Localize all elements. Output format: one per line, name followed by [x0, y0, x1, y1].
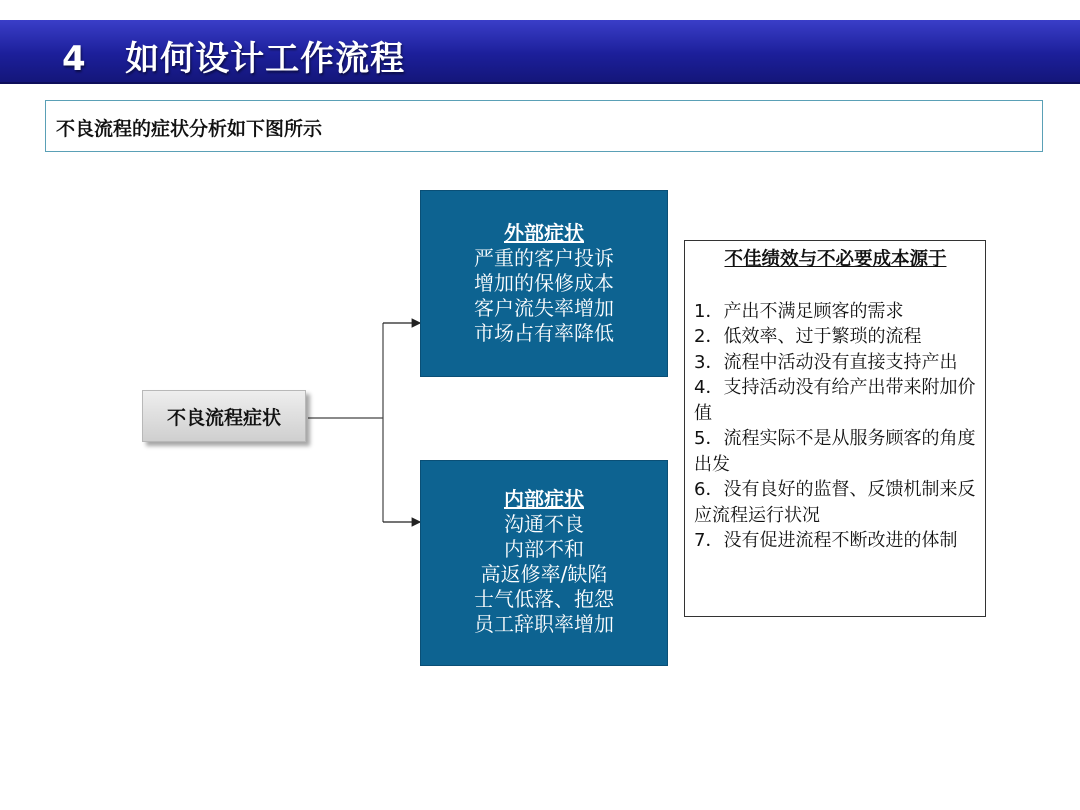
- internal-symptom-item: 内部不和: [504, 537, 584, 561]
- root-node: 不良流程症状: [142, 390, 306, 442]
- internal-symptom-item: 员工辞职率增加: [474, 612, 614, 636]
- cause-item: 2．低效率、过于繁琐的流程: [694, 326, 922, 347]
- cause-item: 6．没有良好的监督、反馈机制来反应流程运行状况: [694, 479, 976, 526]
- section-title: 如何设计工作流程: [125, 39, 406, 79]
- cause-item: 7．没有促进流程不断改进的体制: [694, 530, 958, 551]
- external-symptom-item: 市场占有率降低: [474, 321, 614, 345]
- subtitle-text: 不良流程的症状分析如下图所示: [56, 118, 323, 140]
- cause-item: 3．流程中活动没有直接支持产出: [694, 351, 958, 373]
- cause-item: 5．流程实际不是从服务顾客的角度出发: [694, 428, 976, 475]
- internal-symptoms-title: 内部症状: [504, 487, 584, 511]
- causes-title: 不佳绩效与不必要成本源于: [724, 249, 947, 270]
- internal-symptom-item: 沟通不良: [504, 512, 584, 536]
- external-symptoms-box: [420, 190, 668, 377]
- cause-item: 1．产出不满足顾客的需求: [694, 300, 904, 322]
- external-symptoms-title: 外部症状: [504, 221, 584, 245]
- section-number: 4: [62, 39, 87, 79]
- internal-symptom-item: 士气低落、抱怨: [474, 587, 614, 611]
- external-symptom-item: 客户流失率增加: [474, 296, 614, 320]
- cause-item: 4．支持活动没有给产出带来附加价值: [694, 377, 976, 424]
- external-symptom-item: 增加的保修成本: [474, 271, 614, 295]
- external-symptom-item: 严重的客户投诉: [474, 246, 614, 270]
- causes-box: [684, 240, 986, 617]
- internal-symptoms-box: [420, 460, 668, 666]
- internal-symptom-item: 高返修率/缺陷: [480, 562, 608, 586]
